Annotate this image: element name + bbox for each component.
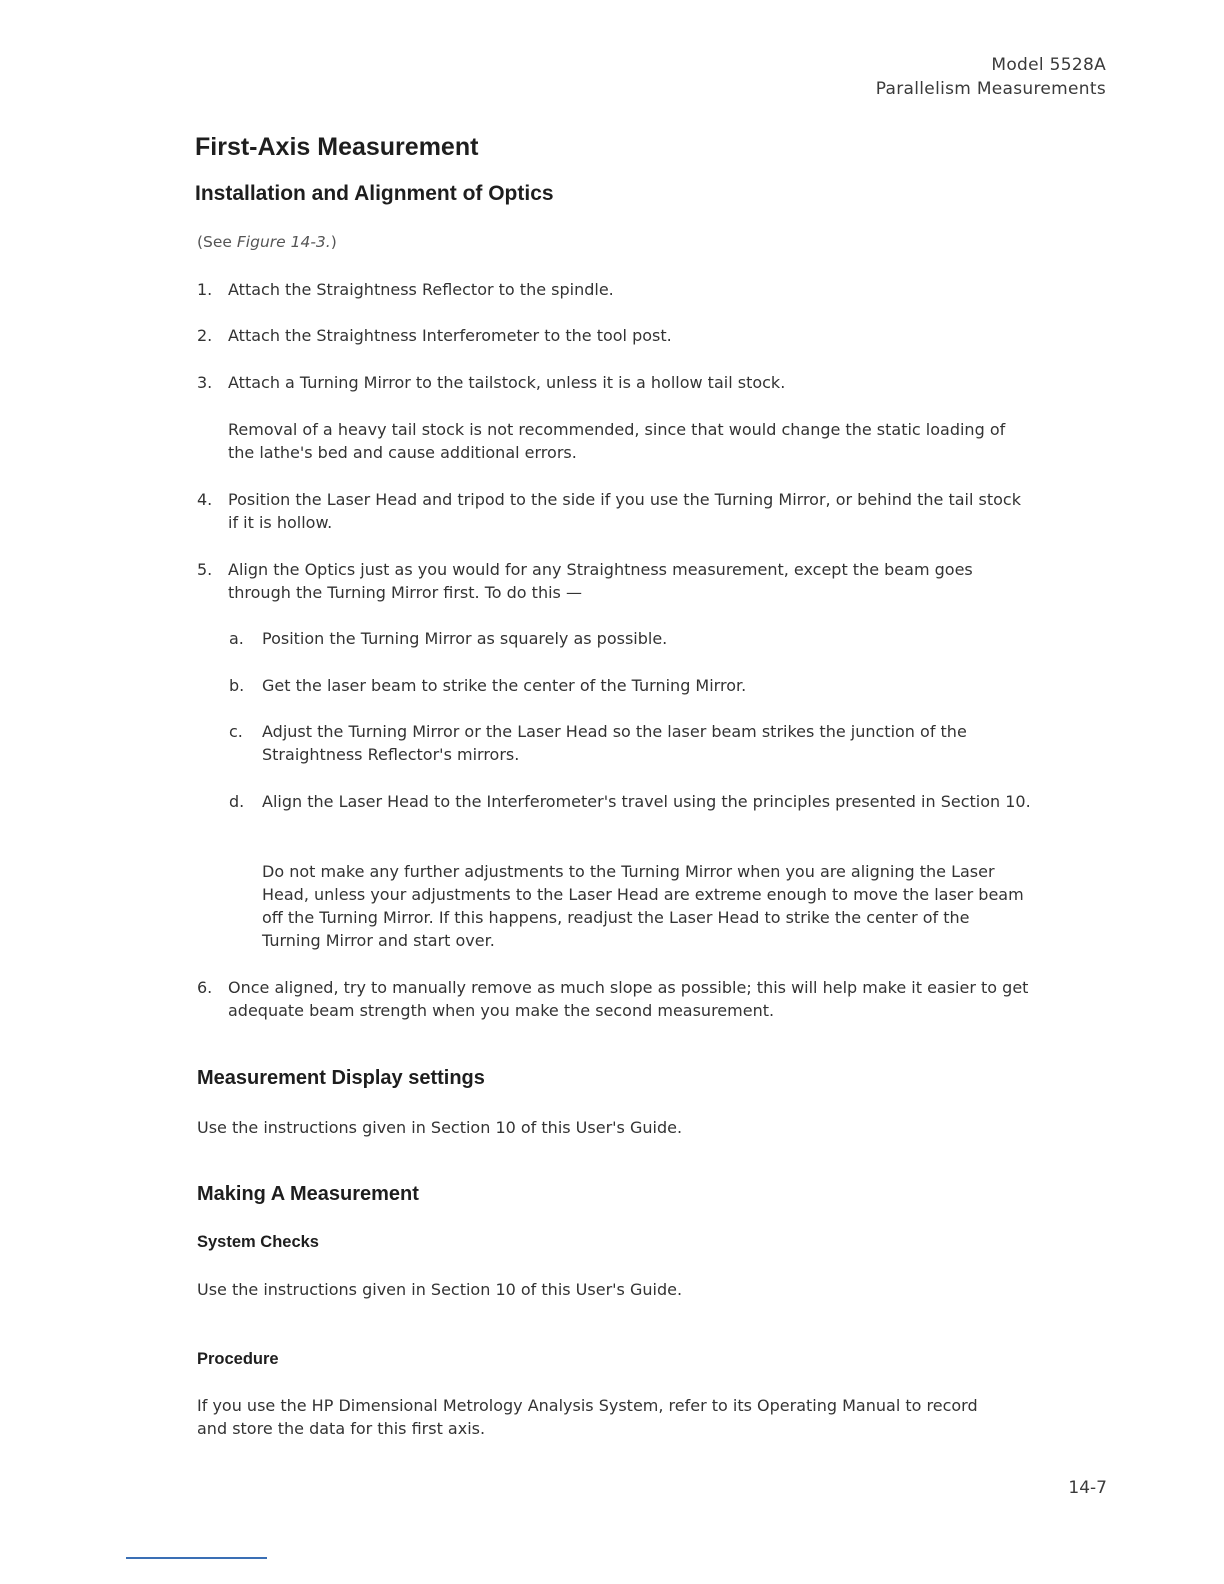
- footer-rule: [126, 1557, 267, 1559]
- procedure-text: If you use the HP Dimensional Metrology Analysis System, refer to its Operating Manual to record and store the data for this first axis.: [197, 1396, 978, 1438]
- substep-letter: d.: [229, 792, 245, 811]
- step-text: Attach the Straightness Interferometer to the tool post.: [228, 326, 672, 345]
- step-note: Removal of a heavy tail stock is not recommended, since that would change the static loading of the lathe's bed and cause additional errors.: [228, 420, 1006, 462]
- display-settings-text: Use the instructions given in Section 10 of this User's Guide.: [197, 1118, 683, 1137]
- section-heading-installation: Installation and Alignment of Optics: [195, 182, 554, 205]
- page-title: First-Axis Measurement: [195, 133, 479, 161]
- step-text: Once aligned, try to manually remove as much slope as possible; this will help make it easier to get adequate beam strength when you make the second measurement.: [228, 978, 1029, 1020]
- substep-text: Align the Laser Head to the Interferometer's travel using the principles presented in Section 10.: [262, 792, 1031, 811]
- page-number: 14-7: [1068, 1478, 1107, 1498]
- header-subject: Parallelism Measurements: [875, 79, 1106, 99]
- section-heading-making-measurement: Making A Measurement: [197, 1183, 419, 1205]
- subheading-system-checks: System Checks: [197, 1233, 319, 1251]
- substep-letter: b.: [229, 676, 245, 695]
- substep-text: Position the Turning Mirror as squarely as possible.: [262, 629, 668, 648]
- substep-text: Get the laser beam to strike the center of the Turning Mirror.: [262, 676, 747, 695]
- step-number: 3.: [197, 373, 213, 392]
- substep-letter: a.: [229, 629, 244, 648]
- step-number: 6.: [197, 978, 213, 997]
- header-model: Model 5528A: [991, 55, 1106, 75]
- figure-link: Figure 14-3.: [236, 233, 331, 251]
- step-number: 4.: [197, 490, 213, 509]
- substep-letter: c.: [229, 722, 243, 741]
- step-number: 5.: [197, 560, 213, 579]
- step-number: 1.: [197, 280, 213, 299]
- step-text: Attach the Straightness Reflector to the spindle.: [228, 280, 614, 299]
- subheading-procedure: Procedure: [197, 1350, 279, 1368]
- section-heading-display-settings: Measurement Display settings: [197, 1067, 485, 1089]
- figure-reference: (See Figure 14-3.): [197, 233, 337, 251]
- substep-note: Do not make any further adjustments to the Turning Mirror when you are aligning the Laser Head, unless your adjustments to the Laser Head are extreme enough to move the laser beam off the Turning Mirror. If this happens, readjust the Laser Head to strike the center of the Turning Mirror and start over.: [262, 862, 1024, 950]
- step-text: Attach a Turning Mirror to the tailstock, unless it is a hollow tail stock.: [228, 373, 786, 392]
- step-number: 2.: [197, 326, 213, 345]
- system-checks-text: Use the instructions given in Section 10 of this User's Guide.: [197, 1280, 683, 1299]
- substep-text: Adjust the Turning Mirror or the Laser Head so the laser beam strikes the junction of the Straightness Reflector's mirrors.: [262, 722, 967, 764]
- step-text: Position the Laser Head and tripod to the side if you use the Turning Mirror, or behind the tail stock if it is hollow.: [228, 490, 1021, 532]
- step-text: Align the Optics just as you would for any Straightness measurement, except the beam goes through the Turning Mirror first. To do this —: [228, 560, 973, 602]
